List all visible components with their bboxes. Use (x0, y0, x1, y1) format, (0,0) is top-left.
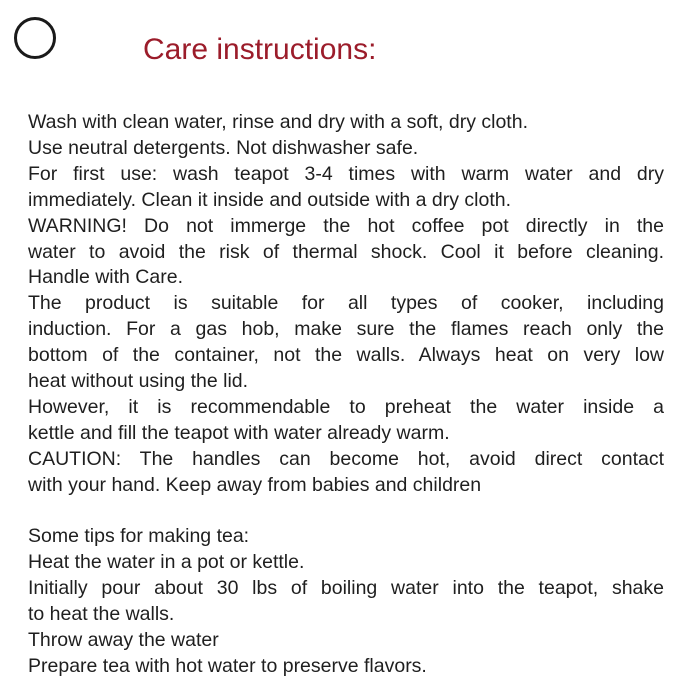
care-text-line: induction. For a gas hob, make sure the flames reach only the (28, 318, 664, 341)
tips-text-line: Throw away the water (28, 628, 219, 651)
tips-text-line: Some tips for making tea: (28, 525, 250, 547)
care-text-line: heat without using the lid. (28, 370, 249, 393)
care-text-line: water to avoid the risk of thermal shock. Cool it before cleaning. (28, 240, 664, 263)
care-text-line: bottom of the container, not the walls. Always heat on very low (28, 344, 664, 367)
tips-text-line: to heat the walls. (28, 602, 175, 625)
care-instructions-text (28, 110, 664, 499)
care-text-line: immediately. Clean it inside and outside with a dry cloth. (28, 188, 512, 211)
care-text-line: For first use: wash teapot 3-4 times with warm water and dry (28, 162, 664, 185)
care-text-line: However, it is recommendable to preheat the water inside a (28, 395, 664, 418)
tips-text-line: Prepare tea with hot water to preserve flavors. (28, 654, 427, 677)
care-text-line: The product is suitable for all types of cooker, including (28, 292, 664, 315)
care-text-line: CAUTION: The handles can become hot, avoid direct contact (28, 447, 664, 470)
tea-tips-text (28, 524, 664, 679)
page-title: Care instructions: (143, 33, 377, 66)
care-text-line: WARNING! Do not immerge the hot coffee pot directly in the (28, 214, 664, 237)
care-text-line: Use neutral detergents. Not dishwasher safe. (28, 136, 419, 159)
tips-text-line: Heat the water in a pot or kettle. (28, 550, 305, 573)
care-text-line: Handle with Care. (28, 266, 183, 289)
circle-icon (14, 17, 56, 59)
care-text-line: with your hand. Keep away from babies and children (28, 473, 482, 496)
care-text-line: kettle and fill the teapot with water already warm. (28, 421, 450, 444)
care-text-line: Wash with clean water, rinse and dry with a soft, dry cloth. (28, 111, 528, 133)
tips-text-line: Initially pour about 30 lbs of boiling water into the teapot, shake (28, 576, 664, 599)
